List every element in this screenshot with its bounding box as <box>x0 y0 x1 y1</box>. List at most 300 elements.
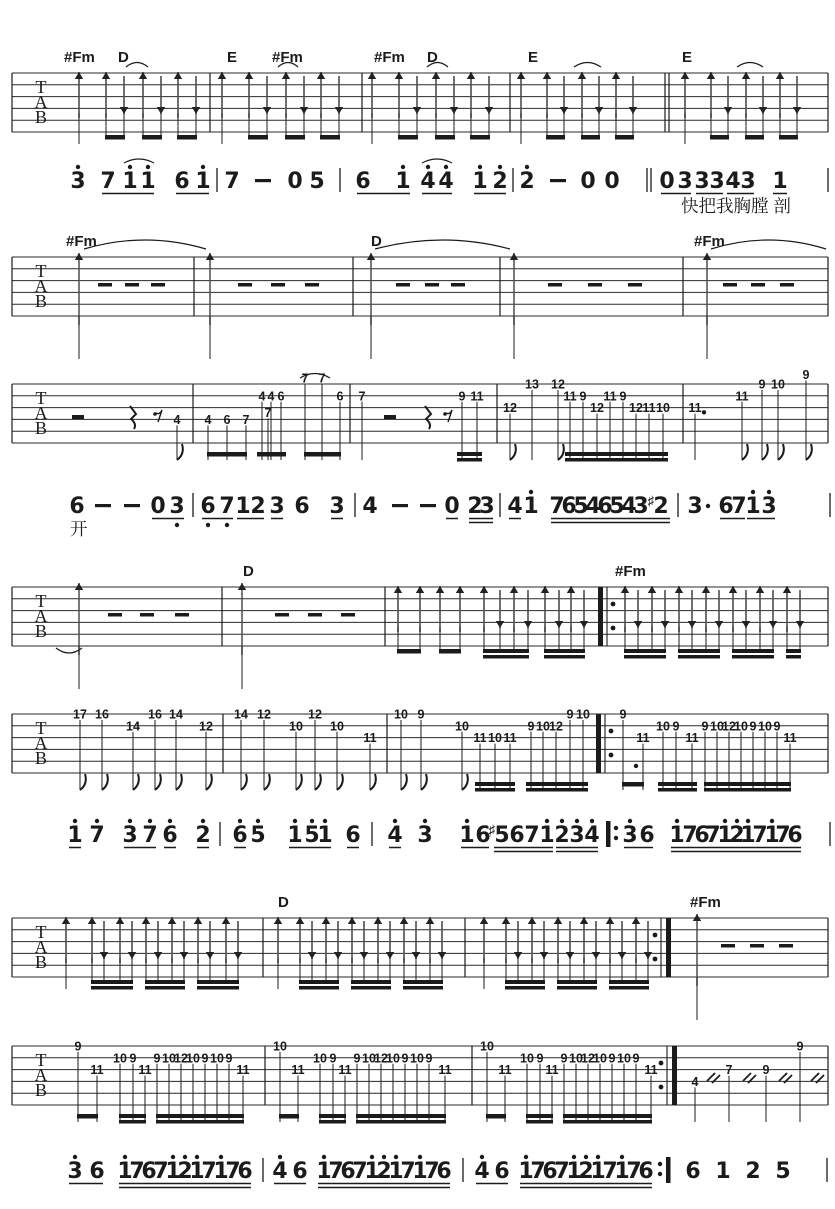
downstroke-arrowhead <box>180 952 188 959</box>
tab-clef-letter: T <box>35 718 47 738</box>
jianpu-number: 3 <box>687 494 703 519</box>
fret-number: 7 <box>318 371 326 386</box>
octave-dot-high <box>76 165 80 169</box>
jianpu-number: 0 <box>659 169 675 194</box>
rhythm-dash <box>750 944 764 948</box>
eighth-flag <box>462 774 468 790</box>
repeat-dot <box>658 1172 662 1176</box>
jianpu-number: 6 <box>232 823 248 848</box>
jianpu-number: 2 <box>554 823 570 848</box>
fret-number: 7 <box>358 389 366 404</box>
rhythm-dash <box>238 283 252 287</box>
jianpu-number: 1 <box>764 823 780 848</box>
fret-number: 10 <box>656 719 670 734</box>
jianpu-number: 4 <box>585 494 601 519</box>
rhythm-dash <box>125 283 139 287</box>
fret-number: 6 <box>277 389 285 404</box>
fret-number: 11 <box>90 1063 104 1078</box>
octave-dot-high <box>418 1155 422 1159</box>
rhythm-dash <box>108 613 122 617</box>
jianpu-number: 3 <box>169 494 185 519</box>
tab-clef-letter: A <box>34 733 48 753</box>
fret-number: 10 <box>758 719 772 734</box>
octave-dot-high <box>238 819 242 823</box>
simile-slash <box>811 1073 819 1081</box>
jianpu-number: 0 <box>580 169 596 194</box>
jianpu-number: 1 <box>745 494 761 519</box>
fret-number: 16 <box>148 707 162 722</box>
fret-number: 11 <box>503 731 517 746</box>
fret-number: 11 <box>636 731 650 746</box>
jianpu-number: 7 <box>352 1159 368 1184</box>
jianpu-number: 6 <box>694 823 710 848</box>
tab-clef-letter: B <box>34 748 48 768</box>
jianpu-number: 6 <box>597 494 613 519</box>
tab-clef-letter: A <box>34 276 48 296</box>
tab-clef-letter: B <box>34 291 48 311</box>
octave-dot-high <box>465 819 469 823</box>
jianpu-number: 4 <box>474 1159 490 1184</box>
beam <box>563 1114 652 1118</box>
jianpu-number: 1 <box>717 823 733 848</box>
tie <box>84 240 206 249</box>
tab-clef-letter: B <box>34 107 48 127</box>
jianpu-number: 3 <box>122 823 138 848</box>
beam <box>285 135 305 140</box>
jianpu-number: 5 <box>609 494 625 519</box>
octave-dot-high <box>498 165 502 169</box>
jianpu-number: 4 <box>387 823 403 848</box>
eighth-flag <box>155 774 161 790</box>
octave-dot-high <box>584 1155 588 1159</box>
fret-number: 10 <box>313 1051 327 1066</box>
tab-clef-letter: B <box>34 621 48 641</box>
rhythm-dash <box>341 613 355 617</box>
jianpu-number: 6 <box>69 494 85 519</box>
octave-dot-high <box>529 490 533 494</box>
fret-number: 9 <box>608 1051 616 1066</box>
sharp-sign: ♯ <box>488 822 496 837</box>
repeat-start-barline <box>596 714 601 773</box>
octave-dot-high <box>128 819 132 823</box>
tab-clef-letter: B <box>34 952 48 972</box>
beam <box>248 135 268 140</box>
rhythm-dash <box>98 283 112 287</box>
jianpu-number: 1 <box>614 1159 630 1184</box>
eighth-flag <box>778 444 784 460</box>
beam <box>257 452 286 457</box>
beam <box>526 788 588 792</box>
jianpu-number: 2 <box>519 169 535 194</box>
chord-label: D <box>427 49 438 66</box>
fret-number: 10 <box>386 1051 400 1066</box>
chord-label: E <box>227 49 238 66</box>
jianpu-number: 1 <box>235 494 251 519</box>
fret-number: 11 <box>470 389 484 404</box>
beam <box>403 980 443 984</box>
jianpu-number: 7 <box>731 494 747 519</box>
beam <box>119 1114 146 1118</box>
beam <box>475 788 515 792</box>
rhythm-dash <box>451 283 465 287</box>
repeat-end-barline <box>672 1046 677 1105</box>
downstroke-arrowhead <box>128 952 136 959</box>
beam <box>779 135 798 140</box>
beam <box>544 655 585 659</box>
quarter-rest <box>130 406 136 429</box>
jianpu-number: 6 <box>345 823 361 848</box>
beam <box>658 788 697 792</box>
beam <box>678 655 720 659</box>
fret-number: 9 <box>536 1051 544 1066</box>
downstroke-arrowhead <box>595 107 603 114</box>
fret-number: 9 <box>425 1051 433 1066</box>
jianpu-number: 6 <box>494 1159 510 1184</box>
beam <box>505 980 545 984</box>
beam <box>356 1114 446 1118</box>
jianpu-number: 3 <box>709 169 725 194</box>
jianpu-number: 6 <box>639 823 655 848</box>
beam <box>304 452 341 457</box>
fret-number: 17 <box>73 707 87 722</box>
eighth-flag <box>421 774 427 790</box>
downstroke-arrowhead <box>485 107 493 114</box>
jianpu-number: 7 <box>554 1159 570 1184</box>
jianpu-number: 4 <box>362 494 378 519</box>
slur <box>124 159 154 163</box>
jianpu-number: 6 <box>237 1159 253 1184</box>
jianpu-number: 1 <box>364 1159 380 1184</box>
fret-number: 9 <box>329 1051 337 1066</box>
beam <box>624 649 666 653</box>
fret-number: 10 <box>520 1051 534 1066</box>
beam <box>356 1120 446 1124</box>
fret-number: 10 <box>362 1051 376 1066</box>
jianpu-number: 6 <box>292 1159 308 1184</box>
octave-dot-high <box>572 1155 576 1159</box>
jianpu-number: 6 <box>685 1159 701 1184</box>
repeat-dot <box>658 1162 662 1166</box>
eighth-flag <box>337 774 343 790</box>
octave-dot-high <box>628 819 632 823</box>
eighth-flag <box>558 444 564 460</box>
downstroke-arrowhead <box>742 621 750 628</box>
jianpu-number: 2 <box>745 1159 761 1184</box>
jianpu-number: 1 <box>459 823 475 848</box>
fret-number: 10 <box>480 1039 494 1054</box>
chord-label: #Fm <box>64 49 95 66</box>
octave-dot-low <box>225 523 229 527</box>
fret-number: 11 <box>563 389 577 404</box>
downstroke-arrowhead <box>618 952 626 959</box>
beam <box>615 135 634 140</box>
octave-dot-high <box>525 165 529 169</box>
rhythm-dash <box>779 944 793 948</box>
jianpu-number: 7 <box>530 1159 546 1184</box>
beam <box>658 782 697 786</box>
jianpu-number: 7 <box>100 169 116 194</box>
fret-number: 12 <box>551 377 565 392</box>
jianpu-number: 7 <box>142 823 158 848</box>
tab-clef-letter: T <box>35 591 47 611</box>
octave-dot-high <box>590 819 594 823</box>
eighth-flag <box>177 444 183 460</box>
fret-number: 9 <box>773 719 781 734</box>
fret-number: 12 <box>374 1051 388 1066</box>
downstroke-arrowhead <box>120 107 128 114</box>
eighth-flag <box>206 774 212 790</box>
fret-number: 7 <box>264 405 272 420</box>
eighth-flag <box>176 774 182 790</box>
jianpu-number: 4 <box>725 169 741 194</box>
octave-dot-high <box>183 1155 187 1159</box>
fret-number: 9 <box>74 1039 82 1054</box>
jianpu-number: 1 <box>669 823 685 848</box>
beam <box>557 986 597 990</box>
jianpu-number: 1 <box>316 1159 332 1184</box>
tab-clef-letter: T <box>35 388 47 408</box>
beam <box>197 980 239 984</box>
rhythm-dash <box>151 283 165 287</box>
eighth-flag <box>315 774 321 790</box>
downstroke-arrowhead <box>514 952 522 959</box>
jianpu-number: 1 <box>518 1159 534 1184</box>
jianpu-number: 6 <box>509 823 525 848</box>
octave-dot-high <box>195 1155 199 1159</box>
fret-number: 9 <box>225 1051 233 1066</box>
rhythm-dash <box>721 944 735 948</box>
downstroke-arrowhead <box>360 952 368 959</box>
jianpu-number: 1 <box>195 169 211 194</box>
beam <box>457 458 482 462</box>
beam <box>207 452 247 457</box>
jianpu-number: 6 <box>340 1159 356 1184</box>
repeat-dot <box>653 933 658 938</box>
beam <box>319 1114 346 1118</box>
beam <box>119 1120 146 1124</box>
jianpu-number: 7 <box>424 1159 440 1184</box>
beam <box>710 135 729 140</box>
beam <box>435 135 455 140</box>
downstroke-arrowhead <box>206 952 214 959</box>
augmentation-dot <box>706 504 710 508</box>
beam <box>486 1114 506 1119</box>
jianpu-number: 7 <box>224 169 240 194</box>
eighth-flag <box>80 774 86 790</box>
downstroke-arrowhead <box>524 621 532 628</box>
beam <box>732 649 774 653</box>
fret-number: 9 <box>401 1051 409 1066</box>
jianpu-number: 6 <box>638 1159 654 1184</box>
rhythm-dash <box>271 283 285 287</box>
downstroke-arrowhead <box>644 952 652 959</box>
repeat-end-barline <box>666 918 671 977</box>
jianpu-number: 6 <box>200 494 216 519</box>
fret-number: 9 <box>762 1063 770 1078</box>
beam <box>565 452 668 456</box>
augmentation-dot <box>634 764 638 768</box>
simile-slash <box>707 1073 715 1081</box>
beam <box>544 649 585 653</box>
jianpu-number: 7 <box>400 1159 416 1184</box>
fret-number: 11 <box>291 1063 305 1078</box>
jianpu-number: 6 <box>718 494 734 519</box>
beam <box>351 980 391 984</box>
jianpu-number: 3 <box>269 494 285 519</box>
slur <box>126 63 148 68</box>
jianpu-number: 1 <box>165 1159 181 1184</box>
jianpu-number: 1 <box>772 169 788 194</box>
fret-number: 10 <box>289 719 303 734</box>
slur <box>737 63 763 68</box>
fret-number: 10 <box>536 719 550 734</box>
downstroke-arrowhead <box>154 952 162 959</box>
fret-number: 11 <box>644 1063 658 1078</box>
fret-number: 12 <box>174 1051 188 1066</box>
rhythm-dash <box>140 613 154 617</box>
beam <box>624 655 666 659</box>
fret-number: 10 <box>569 1051 583 1066</box>
jianpu-number: 7 <box>752 823 768 848</box>
downstroke-arrowhead <box>335 107 343 114</box>
fret-number: 10 <box>186 1051 200 1066</box>
beam <box>546 135 565 140</box>
fret-number: 11 <box>688 401 702 416</box>
beam <box>439 649 461 654</box>
downstroke-arrowhead <box>769 621 777 628</box>
rhythm-dash <box>175 613 189 617</box>
fret-number: 6 <box>223 413 231 427</box>
downstroke-arrowhead <box>263 107 271 114</box>
beam <box>299 980 339 984</box>
jianpu-number: 1 <box>140 169 156 194</box>
jianpu-number: 7 <box>153 1159 169 1184</box>
jianpu-number: 7 <box>549 494 565 519</box>
repeat-dot <box>614 836 618 840</box>
octave-dot-high <box>73 819 77 823</box>
tab-clef-letter: A <box>34 92 48 112</box>
fret-number: 12 <box>581 1051 595 1066</box>
jianpu-number: 3 <box>329 494 345 519</box>
jianpu-number: 3 <box>569 823 585 848</box>
jianpu-number: 7 <box>219 494 235 519</box>
repeat-dot <box>611 626 616 631</box>
jianpu-number: 1 <box>117 1159 133 1184</box>
octave-dot-high <box>322 1155 326 1159</box>
jianpu-dash <box>95 504 111 507</box>
half-rest <box>384 415 396 419</box>
fret-number: 14 <box>126 719 140 734</box>
fret-number: 4 <box>267 389 275 404</box>
beam <box>470 135 490 140</box>
chord-label: #Fm <box>66 233 97 250</box>
fret-number: 7 <box>725 1063 733 1078</box>
jianpu-dash <box>550 179 566 182</box>
fret-number: 16 <box>95 707 109 722</box>
jianpu-number: 5 <box>573 494 589 519</box>
jianpu-number: 3 <box>70 169 86 194</box>
beam <box>745 135 764 140</box>
repeat-dot <box>611 602 616 607</box>
downstroke-arrowhead <box>450 107 458 114</box>
jianpu-number: 7 <box>775 823 791 848</box>
chord-label: D <box>278 894 289 911</box>
downstroke-arrowhead <box>793 107 801 114</box>
beam <box>299 986 339 990</box>
augmentation-dot <box>702 410 706 414</box>
jianpu-number: 6 <box>561 494 577 519</box>
fret-number: 9 <box>579 389 587 404</box>
fret-number: 12 <box>257 707 271 722</box>
jianpu-number: 7 <box>626 1159 642 1184</box>
downstroke-arrowhead <box>334 952 342 959</box>
jianpu-number: 5 <box>304 823 320 848</box>
jianpu-number: 0 <box>604 169 620 194</box>
jianpu-number: 6 <box>174 169 190 194</box>
rhythm-dash <box>723 283 737 287</box>
octave-dot-high <box>723 819 727 823</box>
jianpu-number: 5 <box>309 169 325 194</box>
tab-clef-letter: T <box>35 77 47 97</box>
downstroke-arrowhead <box>412 952 420 959</box>
jianpu-number: 5 <box>494 823 510 848</box>
jianpu-number: 1 <box>213 1159 229 1184</box>
rhythm-dash <box>275 613 289 617</box>
downstroke-arrowhead <box>629 107 637 114</box>
beam <box>91 986 133 990</box>
eighth-flag <box>241 774 247 790</box>
fret-number: 6 <box>336 389 344 404</box>
jianpu-number: 6 <box>141 1159 157 1184</box>
fret-number: 10 <box>394 707 408 722</box>
repeat-dot <box>609 753 614 758</box>
octave-dot-high <box>545 819 549 823</box>
downstroke-arrowhead <box>724 107 732 114</box>
chord-label: #Fm <box>615 563 646 580</box>
jianpu-number: 4 <box>420 169 436 194</box>
simile-slash <box>779 1073 787 1081</box>
beam <box>732 655 774 659</box>
jianpu-number: 2 <box>578 1159 594 1184</box>
jianpu-number: 3 <box>67 1159 83 1184</box>
fret-number: 11 <box>236 1063 250 1078</box>
jianpu-number: 1 <box>317 823 333 848</box>
jianpu-dash <box>392 504 408 507</box>
downstroke-arrowhead <box>192 107 200 114</box>
downstroke-arrowhead <box>566 952 574 959</box>
jianpu-number: 2 <box>729 823 745 848</box>
beam <box>403 986 443 990</box>
octave-dot-low <box>206 523 210 527</box>
beam <box>77 1114 98 1119</box>
octave-dot-high <box>123 1155 127 1159</box>
jianpu-number: 4 <box>584 823 600 848</box>
beam <box>279 1114 299 1119</box>
fret-number: 10 <box>488 731 502 746</box>
fret-number: 4 <box>691 1075 699 1089</box>
jianpu-number: 1 <box>287 823 303 848</box>
octave-dot-high <box>480 1155 484 1159</box>
repeat-dot <box>609 729 614 734</box>
chord-label: #Fm <box>694 233 725 250</box>
jianpu-number: 1 <box>189 1159 205 1184</box>
octave-dot-high <box>278 1155 282 1159</box>
fret-number: 9 <box>796 1039 804 1054</box>
jianpu-number: 4 <box>621 494 637 519</box>
eighth-rest <box>446 410 452 422</box>
fret-number: 4 <box>173 413 181 427</box>
fret-number: 12 <box>590 401 604 416</box>
